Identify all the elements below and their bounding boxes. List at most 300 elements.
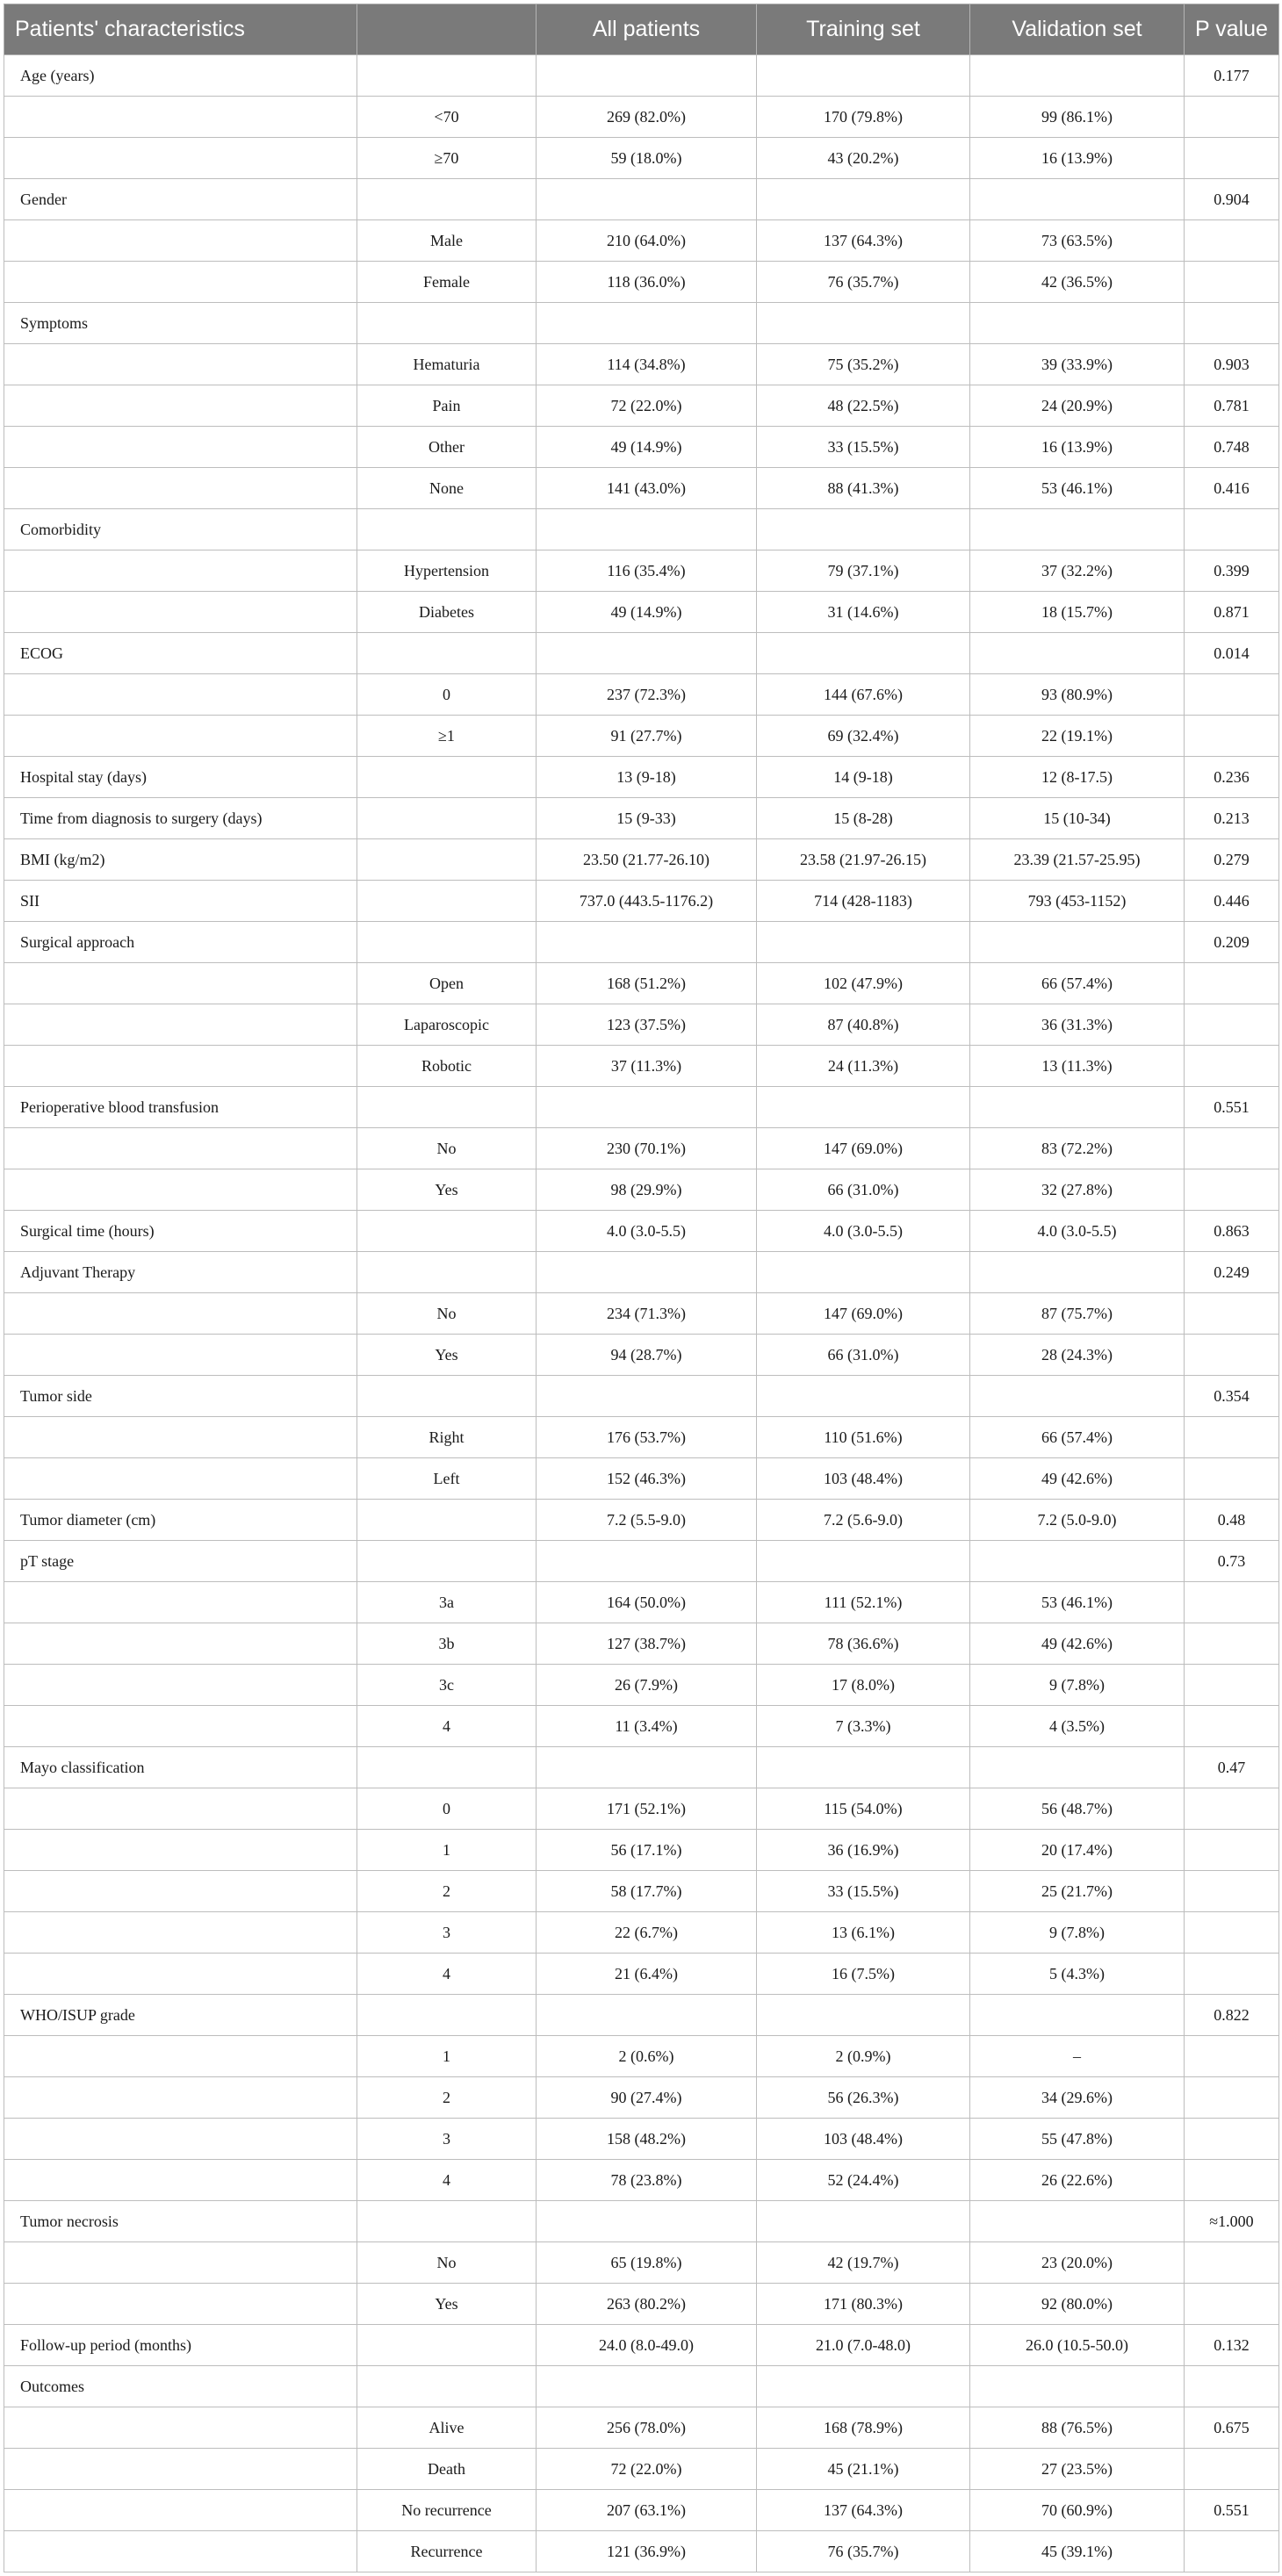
characteristic-cell	[4, 1046, 357, 1087]
training-set-cell: 21.0 (7.0-48.0)	[757, 2325, 970, 2366]
table-header	[4, 4, 1279, 55]
p-value-cell	[1185, 1417, 1279, 1458]
characteristic-cell	[4, 674, 357, 716]
table-row	[4, 1046, 1279, 1087]
training-set-cell: 42 (19.7%)	[757, 2242, 970, 2284]
subcategory-cell	[357, 881, 537, 922]
all-patients-cell	[537, 1087, 757, 1128]
training-set-cell	[757, 1995, 970, 2036]
characteristic-cell: Hospital stay (days)	[4, 757, 357, 798]
validation-set-cell	[970, 633, 1185, 674]
p-value-cell: 0.551	[1185, 1087, 1279, 1128]
all-patients-cell: 24.0 (8.0-49.0)	[537, 2325, 757, 2366]
table-row	[4, 757, 1279, 798]
subcategory-cell	[357, 757, 537, 798]
all-patients-cell: 263 (80.2%)	[537, 2284, 757, 2325]
validation-set-cell: 18 (15.7%)	[970, 592, 1185, 633]
subcategory-cell	[357, 798, 537, 839]
training-set-cell: 79 (37.1%)	[757, 550, 970, 592]
table-row	[4, 2531, 1279, 2572]
table-row	[4, 2490, 1279, 2531]
all-patients-cell: 269 (82.0%)	[537, 97, 757, 138]
p-value-cell: 0.551	[1185, 2490, 1279, 2531]
table-row	[4, 97, 1279, 138]
validation-set-cell: 23 (20.0%)	[970, 2242, 1185, 2284]
p-value-cell: 0.354	[1185, 1376, 1279, 1417]
subcategory-cell: 4	[357, 1706, 537, 1747]
validation-set-cell: 70 (60.9%)	[970, 2490, 1185, 2531]
p-value-cell: 0.73	[1185, 1541, 1279, 1582]
p-value-cell: 0.399	[1185, 550, 1279, 592]
subcategory-cell: Left	[357, 1458, 537, 1500]
characteristic-cell: Surgical time (hours)	[4, 1211, 357, 1252]
characteristic-cell	[4, 97, 357, 138]
all-patients-cell: 26 (7.9%)	[537, 1665, 757, 1706]
header-subcategory	[357, 4, 537, 55]
subcategory-cell: No	[357, 1293, 537, 1335]
training-set-cell: 170 (79.8%)	[757, 97, 970, 138]
characteristic-cell	[4, 1169, 357, 1211]
subcategory-cell: Yes	[357, 2284, 537, 2325]
all-patients-cell: 56 (17.1%)	[537, 1830, 757, 1871]
characteristic-cell	[4, 1871, 357, 1912]
p-value-cell	[1185, 1871, 1279, 1912]
training-set-cell: 4.0 (3.0-5.5)	[757, 1211, 970, 1252]
characteristic-cell	[4, 1582, 357, 1623]
p-value-cell	[1185, 2077, 1279, 2119]
subcategory-cell: 3a	[357, 1582, 537, 1623]
table-row	[4, 2119, 1279, 2160]
validation-set-cell: 56 (48.7%)	[970, 1788, 1185, 1830]
training-set-cell	[757, 179, 970, 220]
validation-set-cell: 49 (42.6%)	[970, 1458, 1185, 1500]
training-set-cell: 45 (21.1%)	[757, 2449, 970, 2490]
all-patients-cell: 152 (46.3%)	[537, 1458, 757, 1500]
p-value-cell	[1185, 1954, 1279, 1995]
characteristic-cell: Age (years)	[4, 55, 357, 97]
validation-set-cell	[970, 179, 1185, 220]
all-patients-cell: 121 (36.9%)	[537, 2531, 757, 2572]
characteristic-cell: Tumor side	[4, 1376, 357, 1417]
characteristic-cell	[4, 1293, 357, 1335]
p-value-cell: 0.903	[1185, 344, 1279, 385]
subcategory-cell: 1	[357, 1830, 537, 1871]
characteristic-cell	[4, 1128, 357, 1169]
all-patients-cell: 116 (35.4%)	[537, 550, 757, 592]
validation-set-cell: 73 (63.5%)	[970, 220, 1185, 262]
subcategory-cell: <70	[357, 97, 537, 138]
all-patients-cell: 234 (71.3%)	[537, 1293, 757, 1335]
subcategory-cell: ≥1	[357, 716, 537, 757]
validation-set-cell	[970, 2201, 1185, 2242]
characteristic-cell	[4, 550, 357, 592]
all-patients-cell: 127 (38.7%)	[537, 1623, 757, 1665]
training-set-cell: 2 (0.9%)	[757, 2036, 970, 2077]
subcategory-cell: No	[357, 1128, 537, 1169]
p-value-cell	[1185, 1582, 1279, 1623]
training-set-cell: 144 (67.6%)	[757, 674, 970, 716]
table-row	[4, 550, 1279, 592]
characteristic-cell	[4, 385, 357, 427]
training-set-cell: 103 (48.4%)	[757, 2119, 970, 2160]
p-value-cell: 0.209	[1185, 922, 1279, 963]
all-patients-cell	[537, 509, 757, 550]
table-row	[4, 1500, 1279, 1541]
training-set-cell: 171 (80.3%)	[757, 2284, 970, 2325]
all-patients-cell	[537, 633, 757, 674]
p-value-cell	[1185, 97, 1279, 138]
all-patients-cell: 22 (6.7%)	[537, 1912, 757, 1954]
all-patients-cell	[537, 2366, 757, 2407]
table-row	[4, 468, 1279, 509]
validation-set-cell: 93 (80.9%)	[970, 674, 1185, 716]
table-row	[4, 1706, 1279, 1747]
table-row	[4, 1458, 1279, 1500]
p-value-cell	[1185, 2242, 1279, 2284]
validation-set-cell: 20 (17.4%)	[970, 1830, 1185, 1871]
header-validation-set: Validation set	[970, 4, 1185, 55]
validation-set-cell: 36 (31.3%)	[970, 1004, 1185, 1046]
subcategory-cell: No recurrence	[357, 2490, 537, 2531]
p-value-cell: 0.47	[1185, 1747, 1279, 1788]
all-patients-cell: 98 (29.9%)	[537, 1169, 757, 1211]
training-set-cell: 13 (6.1%)	[757, 1912, 970, 1954]
all-patients-cell: 737.0 (443.5-1176.2)	[537, 881, 757, 922]
training-set-cell: 56 (26.3%)	[757, 2077, 970, 2119]
subcategory-cell: 3c	[357, 1665, 537, 1706]
validation-set-cell: 7.2 (5.0-9.0)	[970, 1500, 1185, 1541]
subcategory-cell: 3b	[357, 1623, 537, 1665]
characteristic-cell	[4, 1954, 357, 1995]
p-value-cell	[1185, 963, 1279, 1004]
p-value-cell	[1185, 2284, 1279, 2325]
training-set-cell: 7.2 (5.6-9.0)	[757, 1500, 970, 1541]
p-value-cell	[1185, 138, 1279, 179]
validation-set-cell: 53 (46.1%)	[970, 468, 1185, 509]
training-set-cell	[757, 1376, 970, 1417]
validation-set-cell: 37 (32.2%)	[970, 550, 1185, 592]
subcategory-cell: Right	[357, 1417, 537, 1458]
subcategory-cell	[357, 1376, 537, 1417]
characteristic-cell: Comorbidity	[4, 509, 357, 550]
table-body	[4, 55, 1279, 2572]
training-set-cell: 103 (48.4%)	[757, 1458, 970, 1500]
p-value-cell	[1185, 1830, 1279, 1871]
characteristic-cell	[4, 427, 357, 468]
validation-set-cell	[970, 922, 1185, 963]
training-set-cell	[757, 1252, 970, 1293]
all-patients-cell: 210 (64.0%)	[537, 220, 757, 262]
characteristic-cell	[4, 1830, 357, 1871]
all-patients-cell: 94 (28.7%)	[537, 1335, 757, 1376]
table-row	[4, 716, 1279, 757]
characteristic-cell	[4, 592, 357, 633]
validation-set-cell: 16 (13.9%)	[970, 138, 1185, 179]
subcategory-cell	[357, 1500, 537, 1541]
validation-set-cell: 92 (80.0%)	[970, 2284, 1185, 2325]
subcategory-cell: 0	[357, 674, 537, 716]
validation-set-cell: 32 (27.8%)	[970, 1169, 1185, 1211]
p-value-cell: 0.236	[1185, 757, 1279, 798]
subcategory-cell: Male	[357, 220, 537, 262]
characteristic-cell: Time from diagnosis to surgery (days)	[4, 798, 357, 839]
table-row	[4, 2201, 1279, 2242]
p-value-cell: 0.781	[1185, 385, 1279, 427]
validation-set-cell: 45 (39.1%)	[970, 2531, 1185, 2572]
training-set-cell: 137 (64.3%)	[757, 2490, 970, 2531]
all-patients-cell: 2 (0.6%)	[537, 2036, 757, 2077]
training-set-cell: 102 (47.9%)	[757, 963, 970, 1004]
p-value-cell: 0.213	[1185, 798, 1279, 839]
table-row	[4, 881, 1279, 922]
p-value-cell: 0.822	[1185, 1995, 1279, 2036]
characteristic-cell	[4, 1458, 357, 1500]
subcategory-cell: Yes	[357, 1169, 537, 1211]
p-value-cell	[1185, 1912, 1279, 1954]
subcategory-cell: 1	[357, 2036, 537, 2077]
all-patients-cell: 91 (27.7%)	[537, 716, 757, 757]
characteristic-cell: Gender	[4, 179, 357, 220]
table-row	[4, 1582, 1279, 1623]
subcategory-cell	[357, 633, 537, 674]
training-set-cell: 48 (22.5%)	[757, 385, 970, 427]
characteristic-cell: Perioperative blood transfusion	[4, 1087, 357, 1128]
table-row	[4, 385, 1279, 427]
subcategory-cell: 4	[357, 1954, 537, 1995]
validation-set-cell: 26.0 (10.5-50.0)	[970, 2325, 1185, 2366]
characteristic-cell	[4, 2449, 357, 2490]
table-row	[4, 2242, 1279, 2284]
characteristic-cell	[4, 2119, 357, 2160]
validation-set-cell	[970, 1087, 1185, 1128]
training-set-cell	[757, 1541, 970, 1582]
table-row	[4, 179, 1279, 220]
subcategory-cell	[357, 509, 537, 550]
p-value-cell	[1185, 2160, 1279, 2201]
validation-set-cell: 4 (3.5%)	[970, 1706, 1185, 1747]
all-patients-cell: 58 (17.7%)	[537, 1871, 757, 1912]
subcategory-cell: 2	[357, 2077, 537, 2119]
characteristic-cell: Follow-up period (months)	[4, 2325, 357, 2366]
p-value-cell	[1185, 2449, 1279, 2490]
p-value-cell: 0.871	[1185, 592, 1279, 633]
validation-set-cell	[970, 1541, 1185, 1582]
table-row	[4, 1747, 1279, 1788]
all-patients-cell	[537, 1995, 757, 2036]
training-set-cell: 75 (35.2%)	[757, 344, 970, 385]
subcategory-cell	[357, 179, 537, 220]
characteristic-cell	[4, 1665, 357, 1706]
characteristic-cell	[4, 1335, 357, 1376]
all-patients-cell: 65 (19.8%)	[537, 2242, 757, 2284]
table-row	[4, 2325, 1279, 2366]
p-value-cell	[1185, 1458, 1279, 1500]
characteristic-cell	[4, 2077, 357, 2119]
p-value-cell	[1185, 2531, 1279, 2572]
p-value-cell: 0.014	[1185, 633, 1279, 674]
characteristic-cell	[4, 716, 357, 757]
p-value-cell: 0.863	[1185, 1211, 1279, 1252]
all-patients-cell: 237 (72.3%)	[537, 674, 757, 716]
training-set-cell: 15 (8-28)	[757, 798, 970, 839]
p-value-cell	[1185, 1046, 1279, 1087]
training-set-cell: 76 (35.7%)	[757, 262, 970, 303]
training-set-cell: 24 (11.3%)	[757, 1046, 970, 1087]
training-set-cell: 69 (32.4%)	[757, 716, 970, 757]
all-patients-cell: 11 (3.4%)	[537, 1706, 757, 1747]
training-set-cell: 147 (69.0%)	[757, 1128, 970, 1169]
all-patients-cell: 123 (37.5%)	[537, 1004, 757, 1046]
table-row	[4, 1211, 1279, 1252]
characteristic-cell: pT stage	[4, 1541, 357, 1582]
p-value-cell	[1185, 1293, 1279, 1335]
all-patients-cell	[537, 1541, 757, 1582]
characteristic-cell: Tumor necrosis	[4, 2201, 357, 2242]
validation-set-cell: 53 (46.1%)	[970, 1582, 1185, 1623]
all-patients-cell: 114 (34.8%)	[537, 344, 757, 385]
patient-characteristics-table	[4, 4, 1279, 2572]
all-patients-cell: 72 (22.0%)	[537, 2449, 757, 2490]
validation-set-cell: 55 (47.8%)	[970, 2119, 1185, 2160]
table-row	[4, 2407, 1279, 2449]
subcategory-cell: Hematuria	[357, 344, 537, 385]
all-patients-cell: 23.50 (21.77-26.10)	[537, 839, 757, 881]
table-row	[4, 1169, 1279, 1211]
validation-set-cell: 49 (42.6%)	[970, 1623, 1185, 1665]
table-row	[4, 1912, 1279, 1954]
subcategory-cell	[357, 1541, 537, 1582]
all-patients-cell	[537, 922, 757, 963]
p-value-cell	[1185, 1335, 1279, 1376]
characteristic-cell	[4, 2036, 357, 2077]
training-set-cell: 110 (51.6%)	[757, 1417, 970, 1458]
p-value-cell: 0.748	[1185, 427, 1279, 468]
training-set-cell	[757, 633, 970, 674]
characteristic-cell	[4, 344, 357, 385]
training-set-cell: 115 (54.0%)	[757, 1788, 970, 1830]
all-patients-cell: 256 (78.0%)	[537, 2407, 757, 2449]
validation-set-cell: 42 (36.5%)	[970, 262, 1185, 303]
table-row	[4, 839, 1279, 881]
subcategory-cell	[357, 2366, 537, 2407]
validation-set-cell	[970, 1995, 1185, 2036]
characteristic-cell	[4, 2160, 357, 2201]
table-row	[4, 1788, 1279, 1830]
subcategory-cell	[357, 55, 537, 97]
training-set-cell	[757, 509, 970, 550]
p-value-cell	[1185, 716, 1279, 757]
training-set-cell: 52 (24.4%)	[757, 2160, 970, 2201]
subcategory-cell: 4	[357, 2160, 537, 2201]
characteristic-cell	[4, 468, 357, 509]
characteristic-cell: Mayo classification	[4, 1747, 357, 1788]
table-row	[4, 1293, 1279, 1335]
header-p-value: P value	[1185, 4, 1279, 55]
subcategory-cell	[357, 1747, 537, 1788]
validation-set-cell: 23.39 (21.57-25.95)	[970, 839, 1185, 881]
p-value-cell: 0.675	[1185, 2407, 1279, 2449]
validation-set-cell: 88 (76.5%)	[970, 2407, 1185, 2449]
training-set-cell	[757, 303, 970, 344]
subcategory-cell: Laparoscopic	[357, 1004, 537, 1046]
table-row	[4, 1335, 1279, 1376]
table-row	[4, 1252, 1279, 1293]
p-value-cell	[1185, 262, 1279, 303]
table-row	[4, 633, 1279, 674]
table-row	[4, 1417, 1279, 1458]
header-training-set: Training set	[757, 4, 970, 55]
all-patients-cell: 37 (11.3%)	[537, 1046, 757, 1087]
validation-set-cell	[970, 55, 1185, 97]
characteristic-cell	[4, 2242, 357, 2284]
p-value-cell: 0.48	[1185, 1500, 1279, 1541]
all-patients-cell: 176 (53.7%)	[537, 1417, 757, 1458]
validation-set-cell: 83 (72.2%)	[970, 1128, 1185, 1169]
p-value-cell	[1185, 1004, 1279, 1046]
all-patients-cell: 90 (27.4%)	[537, 2077, 757, 2119]
validation-set-cell: 9 (7.8%)	[970, 1665, 1185, 1706]
validation-set-cell: 28 (24.3%)	[970, 1335, 1185, 1376]
characteristic-cell	[4, 1788, 357, 1830]
p-value-cell	[1185, 1128, 1279, 1169]
p-value-cell: 0.177	[1185, 55, 1279, 97]
table-row	[4, 1995, 1279, 2036]
subcategory-cell: Diabetes	[357, 592, 537, 633]
header-all-patients: All patients	[537, 4, 757, 55]
all-patients-cell: 158 (48.2%)	[537, 2119, 757, 2160]
characteristic-cell: ECOG	[4, 633, 357, 674]
table-row	[4, 2160, 1279, 2201]
table-row	[4, 1128, 1279, 1169]
training-set-cell: 87 (40.8%)	[757, 1004, 970, 1046]
table-row	[4, 220, 1279, 262]
all-patients-cell: 207 (63.1%)	[537, 2490, 757, 2531]
table-row	[4, 55, 1279, 97]
subcategory-cell: Yes	[357, 1335, 537, 1376]
characteristic-cell: Symptoms	[4, 303, 357, 344]
p-value-cell	[1185, 2119, 1279, 2160]
subcategory-cell: Pain	[357, 385, 537, 427]
characteristic-cell: SII	[4, 881, 357, 922]
characteristic-cell	[4, 1417, 357, 1458]
validation-set-cell: 9 (7.8%)	[970, 1912, 1185, 1954]
validation-set-cell	[970, 1252, 1185, 1293]
all-patients-cell	[537, 1376, 757, 1417]
subcategory-cell	[357, 2201, 537, 2242]
p-value-cell: 0.249	[1185, 1252, 1279, 1293]
all-patients-cell: 59 (18.0%)	[537, 138, 757, 179]
validation-set-cell: 4.0 (3.0-5.5)	[970, 1211, 1185, 1252]
all-patients-cell: 13 (9-18)	[537, 757, 757, 798]
validation-set-cell	[970, 1747, 1185, 1788]
subcategory-cell: Alive	[357, 2407, 537, 2449]
table-row	[4, 1376, 1279, 1417]
table-row	[4, 922, 1279, 963]
validation-set-cell: 12 (8-17.5)	[970, 757, 1185, 798]
all-patients-cell: 49 (14.9%)	[537, 427, 757, 468]
table-row	[4, 1541, 1279, 1582]
subcategory-cell	[357, 839, 537, 881]
table-row	[4, 2449, 1279, 2490]
training-set-cell: 66 (31.0%)	[757, 1169, 970, 1211]
validation-set-cell: 25 (21.7%)	[970, 1871, 1185, 1912]
subcategory-cell	[357, 1211, 537, 1252]
training-set-cell	[757, 2201, 970, 2242]
subcategory-cell	[357, 1087, 537, 1128]
p-value-cell: ≈1.000	[1185, 2201, 1279, 2242]
all-patients-cell	[537, 179, 757, 220]
validation-set-cell: 27 (23.5%)	[970, 2449, 1185, 2490]
